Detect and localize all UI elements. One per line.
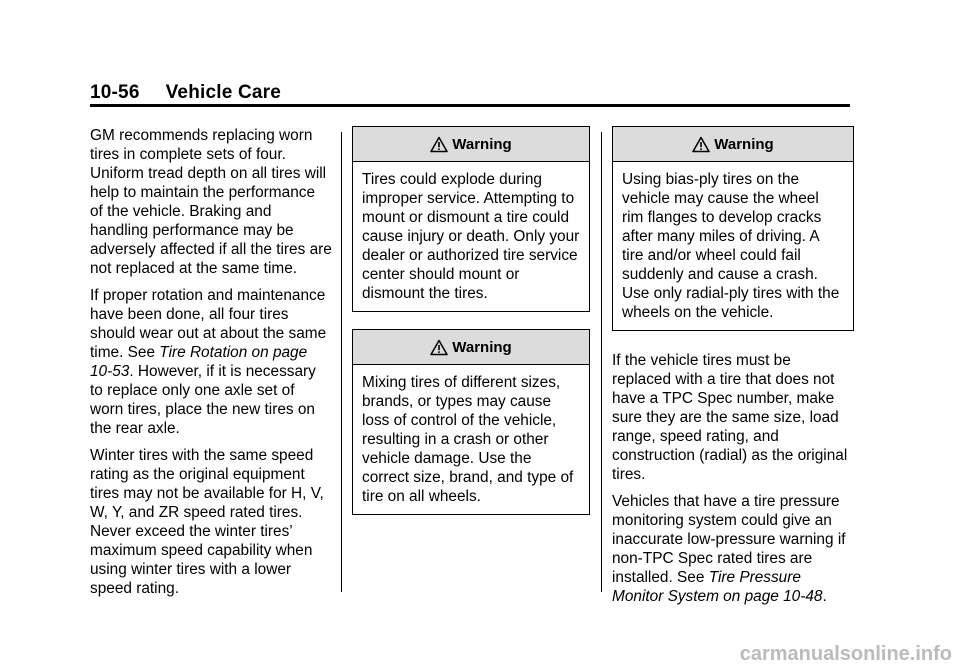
warning-body: Using bias-ply tires on the vehicle may cause the wheel rim flanges to develop cracks after many miles of driving. A tire and/or wheel could fail suddenly and cause a crash. Use only radial-ply tires with the wheels on the vehicle.: [622, 171, 840, 321]
warning-title: Warning: [452, 135, 512, 153]
watermark: carmanualsonline.info: [739, 643, 952, 665]
warning-body: Tires could explode during improper service. Attempting to mount or dismount a tire could cause injury or death. Only your dealer or authorized tire service center should mount or dismount the tires.: [362, 171, 580, 302]
column-divider: [601, 132, 602, 592]
warning-body: Mixing tires of different sizes, brands, or types may cause loss of control of the vehicle, resulting in a crash or other vehicle damage. Use the correct size, brand, and type of tire on all wheels.: [362, 374, 574, 505]
page-number: 10-56: [90, 82, 140, 103]
paragraph-text: If proper rotation and maintenance have been done, all four tires should wear out at about the same time. See: [90, 287, 327, 361]
warning-header: [613, 127, 853, 162]
page-header: [90, 82, 281, 104]
warning-title: Warning: [452, 338, 512, 356]
paragraph: [90, 286, 332, 438]
warning-triangle-icon: [430, 136, 448, 153]
column-middle: [352, 126, 590, 532]
column-right: [612, 126, 854, 614]
paragraph-text: .: [822, 588, 827, 605]
paragraph: Winter tires with the same speed rating as the original equipment tires may not be available for H, V, W, Y, and ZR speed rated tires. Never exceed the winter tires’ maximum speed capability when using winter tires with a lower speed rating.: [90, 447, 324, 597]
warning-box: [612, 126, 854, 331]
paragraph: [612, 492, 854, 606]
column-left: [90, 126, 332, 606]
warning-header: [353, 330, 589, 365]
warning-triangle-icon: [430, 339, 448, 356]
section-title: Vehicle Care: [165, 82, 282, 103]
warning-box: [352, 329, 590, 515]
paragraph-text: Vehicles that have a tire pressure monitoring system could give an inaccurate low-pressure warning if non-TPC Spec rated tires are installed. See: [612, 493, 846, 586]
paragraph: GM recommends replacing worn tires in complete sets of four. Uniform tread depth on all tires will help to maintain the performance of the vehicle. Braking and handling performance may be adversely affected if all the tires are not replaced at the same time.: [90, 127, 332, 277]
cross-reference-link[interactable]: Tire Pressure Monitor System on page 10-48: [612, 569, 823, 605]
warning-header: [353, 127, 589, 162]
warning-triangle-icon: [692, 136, 710, 153]
column-divider: [341, 132, 342, 592]
paragraph-text: . However, if it is necessary to replace only one axle set of worn tires, place the new tires on the rear axle.: [90, 363, 316, 437]
header-rule: [90, 104, 850, 107]
warning-title: Warning: [714, 135, 774, 153]
cross-reference-link[interactable]: Tire Rotation on page 10-53: [90, 344, 308, 380]
warning-box: [352, 126, 590, 312]
paragraph: If the vehicle tires must be replaced with a tire that does not have a TPC Spec number, make sure they are the same size, load range, speed rating, and construction (radial) as the original tires.: [612, 352, 848, 483]
